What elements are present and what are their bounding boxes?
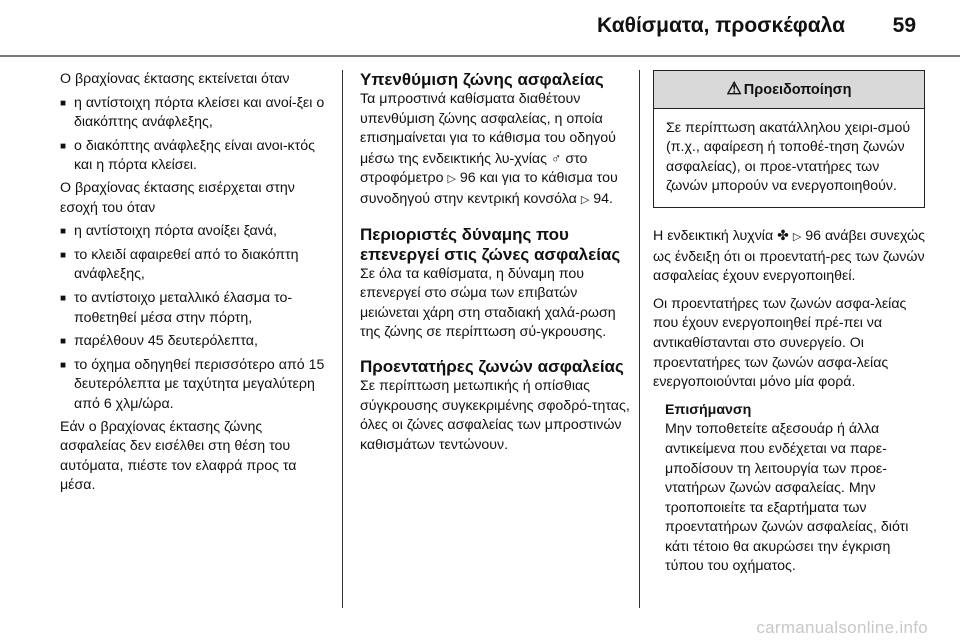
column-divider-1 bbox=[342, 70, 343, 608]
airbag-pretensioner-icon: ✤ bbox=[777, 226, 789, 243]
list-item: ■ η αντίστοιχη πόρτα κλείσει και ανοί‐ξει ο διακόπτης ανάφλεξης, bbox=[60, 94, 332, 133]
header-divider bbox=[0, 55, 960, 57]
warning-box bbox=[653, 70, 925, 208]
column-1 bbox=[60, 70, 332, 497]
reference-arrow-icon: ▷ bbox=[447, 173, 456, 186]
page-reference-link[interactable]: 96 bbox=[459, 170, 476, 187]
paragraph-extend-intro: Ο βραχίονας έκτασης εκτείνεται όταν bbox=[60, 71, 290, 87]
reference-arrow-icon: ▷ bbox=[792, 230, 802, 243]
paragraph-retract-intro: Ο βραχίονας έκτασης εισέρχεται στην εσοχή του όταν bbox=[60, 179, 295, 216]
page-reference-link[interactable]: 96 bbox=[805, 227, 822, 244]
warning-title: Προειδοποίηση bbox=[743, 82, 852, 98]
watermark: carmanualsonline.info bbox=[756, 618, 928, 637]
note-block bbox=[665, 401, 925, 577]
paragraph-manual-retract: Εάν ο βραχίονας έκτασης ζώνης ασφαλείας δεν εισέλθει στη θέση του αυτόματα, πιέστε τον ελαφρά προς τα μέσα. bbox=[60, 418, 297, 494]
heading-seatbelt-reminder: Υπενθύμιση ζώνης ασφαλείας bbox=[360, 70, 604, 89]
list-item: ■ το αντίστοιχο μεταλλικό έλασμα το‐ποθετηθεί μέσα στην πόρτη, bbox=[60, 289, 332, 328]
list-item: ■ το κλειδί αφαιρεθεί από το διακόπτη ανάφλεξης, bbox=[60, 246, 332, 285]
bullet-square-icon: ■ bbox=[60, 336, 67, 348]
column-divider-2 bbox=[639, 70, 640, 608]
bullet-square-icon: ■ bbox=[60, 249, 67, 261]
paragraph-pretensioner-lamp: Η ενδεικτική λυχνία ✤ ▷ 96 ανάβει συνεχώς ως ένδειξη ότι οι προεντατή‐ρες των ζωνών ασφαλείας έχουν ενεργοποιηθεί. bbox=[653, 226, 925, 285]
note-text: Μην τοποθετείτε αξεσουάρ ή άλλα αντικείμενα που ενδέχεται να παρε‐μποδίσουν τη λειτουργία των προε‐ντατήρων ζωνών ασφαλείας. Μην τροποποιείτε τα εξαρτήματα των προεντατήρων ζωνών ασφαλείας, διότι κάτι τέτοιο θα ακυρώσει την έγκριση τύπου του οχήματος. bbox=[665, 421, 909, 575]
paragraph-force-limiters: Σε όλα τα καθίσματα, η δύναμη που επενεργεί στο σώμα των επιβατών μειώνεται χάρη στη σταδιακή χαλά‐ρωση της ζώνης σε περίπτωση σύ‐γκρουσης. bbox=[360, 265, 616, 341]
warning-text: Σε περίπτωση ακατάλληλου χειρι‐σμού (π.χ., αφαίρεση ή τοποθέ‐τηση ζωνών ασφαλείας), οι προε‐ντατήρες των ζωνών μπορούν να ενεργοποιηθούν. bbox=[666, 119, 911, 195]
list-item: ■ το όχημα οδηγηθεί περισσότερο από 15 δευτερόλεπτα με ταχύτητα μεγαλύτερη από 6 χλμ/ώρα. bbox=[60, 356, 332, 415]
reference-arrow-icon: ▷ bbox=[580, 193, 590, 206]
page-reference-link[interactable]: 94. bbox=[593, 190, 613, 207]
column-2 bbox=[360, 70, 635, 456]
warning-triangle-icon: ⚠ bbox=[726, 79, 742, 98]
paragraph-pretensioner-replace: Οι προεντατήρες των ζωνών ασφα‐λείας που έχουν ενεργοποιηθεί πρέ‐πει να αντικαθίστανται στο συνεργείο. Οι προεντατήρες των ζωνών ασφα‐λείας ενεργοποιούνται μόνο μία φορά. bbox=[653, 295, 907, 391]
list-item: ■ η αντίστοιχη πόρτα ανοίξει ξανά, bbox=[60, 222, 332, 242]
list-item: ■ ο διακόπτης ανάφλεξης είναι ανοι‐κτός και η πόρτα κλείσει. bbox=[60, 137, 332, 176]
bullet-square-icon: ■ bbox=[60, 140, 67, 152]
paragraph-seatbelt-reminder: Τα μπροστινά καθίσματα διαθέτουν υπενθύμιση ζώνης ασφαλείας, η οποία επισημαίνεται για το κάθισμα του οδηγού μέσω της ενδεικτικής λυ‐χνίας ♂ στο στροφόμετρο ▷ 96 και για το κάθισμα του συνοδηγού στην κεντρική κονσόλα ▷ 94. bbox=[360, 91, 618, 207]
note-title: Επισήμανση bbox=[665, 401, 752, 418]
heading-force-limiters: Περιοριστές δύναμης που επενεργεί στις ζώνες ασφαλείας bbox=[360, 224, 621, 264]
list-item: ■ παρέλθουν 45 δευτερόλεπτα, bbox=[60, 332, 332, 352]
bullet-square-icon: ■ bbox=[60, 97, 67, 109]
bullet-square-icon: ■ bbox=[60, 226, 67, 238]
page-title: Καθίσματα, προσκέφαλα bbox=[597, 14, 845, 37]
heading-pretensioners: Προεντατήρες ζωνών ασφαλείας bbox=[360, 356, 624, 376]
paragraph-pretensioners: Σε περίπτωση μετωπικής ή οπίσθιας σύγκρουσης συγκεκριμένης σφοδρό‐τητας, όλες οι ζώνες ασφαλείας των μπροστινών καθισμάτων τεντώνουν. bbox=[360, 377, 630, 453]
bullet-square-icon: ■ bbox=[60, 292, 67, 304]
bullet-square-icon: ■ bbox=[60, 359, 67, 371]
bullet-list-retract bbox=[60, 222, 332, 414]
column-3 bbox=[653, 70, 925, 577]
seatbelt-warning-icon: ♂ bbox=[550, 149, 562, 166]
page-number: 59 bbox=[892, 14, 916, 37]
warning-header bbox=[654, 71, 924, 109]
bullet-list-extend bbox=[60, 94, 332, 176]
